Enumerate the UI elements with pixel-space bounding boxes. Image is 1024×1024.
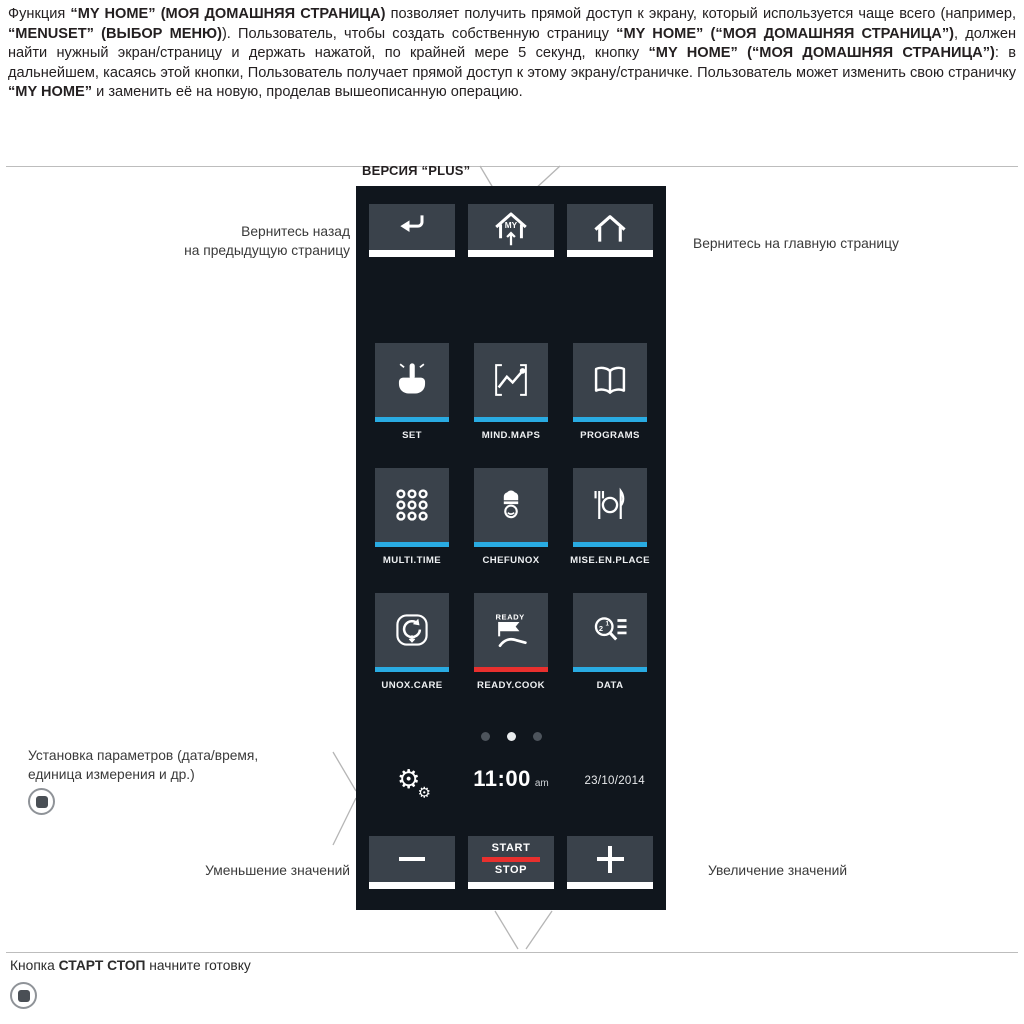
intro-text: ). Пользователь, чтобы создать собственную страницу (221, 25, 617, 42)
svg-text:⚙: ⚙ (417, 784, 431, 802)
tile-ready-cook[interactable] (467, 593, 555, 691)
intro-text: позволяет получить прямой доступ к экрану, который используется чаще всего (например, (385, 6, 1016, 22)
my-home-icon (490, 207, 532, 247)
intro-text: , должен найти нужный экран/страницу и держать нажатой, по крайней мере 5 секунд, кнопку (8, 25, 1017, 62)
multitime-icon (393, 486, 431, 524)
date-display: 23/10/2014 (584, 775, 645, 787)
intro-text: Функция (8, 6, 71, 22)
intro-text: и заменить её на новую, проделав вышеописанную операцию. (92, 84, 523, 101)
status-row (356, 762, 666, 808)
tile-underline-blue (474, 542, 548, 547)
minus-icon (399, 857, 425, 862)
divider-bottom (6, 952, 1018, 953)
display-button-icon-bottom-inner (18, 990, 30, 1002)
tile-mind-maps[interactable] (467, 343, 555, 441)
divider-top (6, 166, 1018, 167)
tile-label: DATA (596, 680, 624, 691)
tile-chefunox[interactable] (467, 468, 555, 566)
version-label: ВЕРСИЯ “PLUS” (362, 163, 471, 178)
svg-text:2: 2 (598, 624, 603, 634)
callout-decrease: Уменьшение значений (205, 863, 350, 878)
programs-icon (590, 362, 630, 398)
pager-dot-2[interactable] (533, 732, 542, 741)
data-icon (590, 611, 630, 649)
line-settings-top (333, 752, 356, 791)
svg-text:READY: READY (495, 612, 525, 622)
clock-time: 11:00 (473, 766, 531, 791)
home-icon (589, 209, 631, 245)
tile-data[interactable] (566, 593, 654, 691)
tile-mise-en-place[interactable] (566, 468, 654, 566)
tile-grid (368, 343, 654, 691)
decrease-button[interactable] (369, 836, 455, 889)
line-startstop-right (526, 911, 552, 949)
tile-underline-blue (573, 667, 647, 672)
tile-underline-red (474, 667, 548, 672)
line-settings-bottom (333, 798, 356, 845)
home-button[interactable] (567, 204, 653, 257)
caption-prefix: Кнопка (10, 958, 59, 973)
panel-controls-row (369, 836, 653, 889)
miseenplace-icon (590, 486, 630, 524)
intro-emphasis: “MY HOME” (“МОЯ ДОМАШНЯЯ СТРАНИЦА”) (616, 25, 954, 42)
tile-underline-blue (573, 542, 647, 547)
caption-bold: СТАРТ СТОП (58, 958, 146, 973)
tile-multi-time[interactable] (368, 468, 456, 566)
callout-increase: Увеличение значений (708, 863, 848, 878)
tile-label: MIND.MAPS (481, 430, 541, 441)
start-stop-red-bar (482, 857, 540, 862)
tile-underline-blue (375, 542, 449, 547)
intro-emphasis: “MY HOME” (8, 84, 93, 101)
display-button-icon-bottom (10, 982, 37, 1009)
increase-button[interactable] (567, 836, 653, 889)
pager-dot-0[interactable] (481, 732, 490, 741)
svg-text:⚙: ⚙ (396, 765, 421, 796)
panel-nav-row (369, 204, 653, 257)
tile-underline-blue (573, 417, 647, 422)
svg-text:1: 1 (605, 620, 609, 628)
oven-control-panel (356, 186, 666, 910)
page-indicator (356, 732, 666, 741)
readycook-icon (489, 610, 533, 650)
tile-label: READY.COOK (477, 680, 545, 691)
tile-set[interactable] (368, 343, 456, 441)
callout-settings: Установка параметров (дата/время, единица измерения и др.) (28, 748, 259, 783)
clock-meridiem: am (534, 778, 549, 789)
intro-emphasis: “MY HOME” (“МОЯ ДОМАШНЯЯ СТРАНИЦА”) (648, 45, 995, 62)
callout-back: Вернитесь назад на предыдущую страницу (184, 224, 350, 259)
mindmaps-icon (491, 361, 531, 399)
tile-unox-care[interactable] (368, 593, 456, 691)
pager-dot-1[interactable] (507, 732, 516, 741)
line-startstop-left (495, 911, 518, 949)
tile-label: CHEFUNOX (482, 555, 540, 566)
callout-home: Вернитесь на главную страницу (693, 236, 899, 251)
tile-underline-blue (375, 417, 449, 422)
tile-label: PROGRAMS (580, 430, 640, 441)
tile-underline-blue (375, 667, 449, 672)
chefunox-icon (493, 485, 529, 525)
intro-paragraph (8, 5, 1016, 103)
tile-underline-blue (474, 417, 548, 422)
tile-label: MISE.EN.PLACE (570, 555, 650, 566)
display-button-icon-inner (36, 796, 48, 808)
tile-programs[interactable] (566, 343, 654, 441)
start-stop-underline (468, 882, 554, 889)
start-stop-button[interactable] (468, 836, 554, 889)
start-stop-caption (10, 958, 251, 973)
start-label: START (491, 841, 531, 854)
home-underline (567, 250, 653, 257)
plus-icon (597, 846, 624, 873)
svg-text:MY: MY (504, 220, 518, 230)
increase-underline (567, 882, 653, 889)
tile-label: UNOX.CARE (381, 680, 443, 691)
back-button[interactable] (369, 204, 455, 257)
my-home-button[interactable] (468, 204, 554, 257)
tile-label: SET (402, 430, 422, 441)
back-icon (392, 210, 432, 244)
intro-emphasis: “MY HOME” (МОЯ ДОМАШНЯЯ СТРАНИЦА) (70, 6, 386, 22)
tile-label: MULTI.TIME (382, 555, 442, 566)
display-button-icon (28, 788, 55, 815)
my-home-underline (468, 250, 554, 257)
unoxcare-icon (392, 610, 432, 650)
decrease-underline (369, 882, 455, 889)
set-icon (393, 360, 431, 400)
caption-suffix: начните готовку (145, 958, 251, 973)
intro-emphasis: “MENUSET” (ВЫБОР МЕНЮ) (8, 25, 222, 42)
back-underline (369, 250, 455, 257)
intro-text: : в дальнейшем, касаясь этой кнопки, Пользователь получает прямой доступ к этому экрану/страничке. Пользователь может изменить свою страничку (8, 45, 1016, 81)
stop-label: STOP (494, 863, 528, 876)
